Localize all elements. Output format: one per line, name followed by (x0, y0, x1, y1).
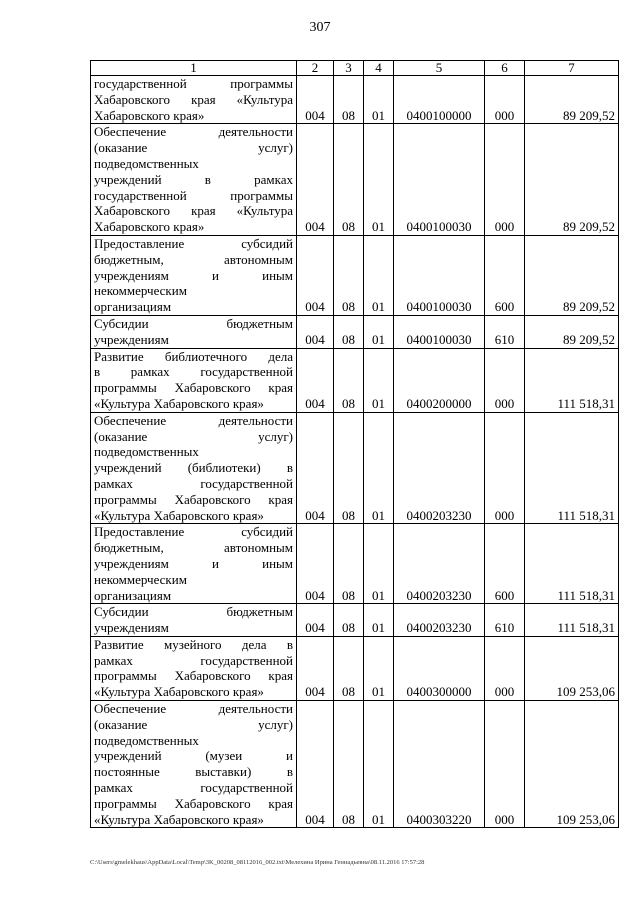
table-row (91, 348, 619, 412)
row-description (91, 524, 297, 604)
expense-type-code-cell: 000 (485, 701, 525, 828)
file-path-footer: C:\Users\gmelekhaus\AppData\Local\Temp\3K_00208_08112016_002.txt\Мелехина Ирина Геннадьевна\08.11.2016 17:57:28 (90, 859, 425, 866)
header-cell: 2 (297, 61, 334, 76)
table-row (91, 701, 619, 828)
header-cell: 7 (525, 61, 619, 76)
row-description (91, 76, 297, 124)
description-line: учреждений (музеи и (94, 748, 293, 764)
ministry-code-cell: 004 (297, 315, 334, 348)
subsection-code-cell: 01 (364, 636, 394, 700)
subsection-code-cell: 01 (364, 235, 394, 315)
description-line: Субсидии бюджетным (94, 604, 293, 620)
row-description (91, 124, 297, 236)
target-article-code-cell: 0400203230 (394, 524, 485, 604)
description-line: учреждений (библиотеки) в (94, 460, 293, 476)
ministry-code-cell: 004 (297, 235, 334, 315)
description-line: (оказание услуг) (94, 716, 293, 732)
section-code-cell: 08 (334, 524, 364, 604)
amount-cell: 109 253,06 (525, 636, 619, 700)
table-row (91, 412, 619, 524)
subsection-code-cell: 01 (364, 124, 394, 236)
ministry-code-cell: 004 (297, 701, 334, 828)
header-cell: 4 (364, 61, 394, 76)
table-row (91, 235, 619, 315)
description-line: учреждениям (94, 331, 169, 347)
description-line: Развитие библиотечного дела (94, 348, 293, 364)
description-line: Обеспечение деятельности (94, 701, 293, 717)
subsection-code-cell: 01 (364, 524, 394, 604)
table-row (91, 315, 619, 348)
expense-type-code-cell: 000 (485, 636, 525, 700)
description-line: Хабаровского края «Культура (94, 91, 293, 107)
description-line: Хабаровского края «Культура (94, 203, 293, 219)
section-code-cell: 08 (334, 636, 364, 700)
description-line: (оказание услуг) (94, 428, 293, 444)
amount-cell: 111 518,31 (525, 348, 619, 412)
subsection-code-cell: 01 (364, 348, 394, 412)
section-code-cell: 08 (334, 701, 364, 828)
description-line: государственной программы (94, 187, 293, 203)
description-line: программы Хабаровского края (94, 491, 293, 507)
description-line: Субсидии бюджетным (94, 315, 293, 331)
target-article-code-cell: 0400300000 (394, 636, 485, 700)
row-description (91, 412, 297, 524)
description-line: учреждениям (94, 620, 169, 636)
table-row (91, 124, 619, 236)
target-article-code-cell: 0400100000 (394, 76, 485, 124)
amount-cell: 89 209,52 (525, 124, 619, 236)
target-article-code-cell: 0400100030 (394, 124, 485, 236)
subsection-code-cell: 01 (364, 76, 394, 124)
amount-cell: 89 209,52 (525, 315, 619, 348)
subsection-code-cell: 01 (364, 604, 394, 637)
description-line: Обеспечение деятельности (94, 124, 293, 140)
ministry-code-cell: 004 (297, 124, 334, 236)
description-line: государственной программы (94, 76, 293, 91)
row-description (91, 604, 297, 637)
target-article-code-cell: 0400100030 (394, 315, 485, 348)
description-line: «Культура Хабаровского края» (94, 684, 264, 700)
description-line: бюджетным, автономным (94, 251, 293, 267)
description-line: подведомственных (94, 444, 199, 460)
ministry-code-cell: 004 (297, 348, 334, 412)
target-article-code-cell: 0400200000 (394, 348, 485, 412)
row-description (91, 235, 297, 315)
target-article-code-cell: 0400303220 (394, 701, 485, 828)
description-line: Обеспечение деятельности (94, 412, 293, 428)
target-article-code-cell: 0400203230 (394, 412, 485, 524)
description-line: «Культура Хабаровского края» (94, 811, 264, 827)
amount-cell: 89 209,52 (525, 76, 619, 124)
expense-type-code-cell: 610 (485, 315, 525, 348)
description-line: некоммерческим (94, 571, 187, 587)
description-line: в рамках государственной (94, 364, 293, 380)
description-line: подведомственных (94, 155, 199, 171)
description-line: рамках государственной (94, 652, 293, 668)
ministry-code-cell: 004 (297, 604, 334, 637)
table-row (91, 524, 619, 604)
row-description (91, 348, 297, 412)
description-line: (оказание услуг) (94, 140, 293, 156)
table-row (91, 76, 619, 124)
description-line: организациям (94, 587, 172, 603)
row-description (91, 315, 297, 348)
description-line: программы Хабаровского края (94, 795, 293, 811)
description-line: подведомственных (94, 732, 199, 748)
target-article-code-cell: 0400100030 (394, 235, 485, 315)
subsection-code-cell: 01 (364, 412, 394, 524)
section-code-cell: 08 (334, 235, 364, 315)
subsection-code-cell: 01 (364, 701, 394, 828)
expense-type-code-cell: 000 (485, 76, 525, 124)
header-cell: 1 (91, 61, 297, 76)
section-code-cell: 08 (334, 76, 364, 124)
header-cell: 5 (394, 61, 485, 76)
amount-cell: 111 518,31 (525, 412, 619, 524)
amount-cell: 89 209,52 (525, 235, 619, 315)
section-code-cell: 08 (334, 604, 364, 637)
section-code-cell: 08 (334, 348, 364, 412)
expense-type-code-cell: 600 (485, 524, 525, 604)
target-article-code-cell: 0400203230 (394, 604, 485, 637)
expense-type-code-cell: 000 (485, 412, 525, 524)
section-code-cell: 08 (334, 124, 364, 236)
ministry-code-cell: 004 (297, 636, 334, 700)
ministry-code-cell: 004 (297, 524, 334, 604)
description-line: рамках государственной (94, 475, 293, 491)
section-code-cell: 08 (334, 412, 364, 524)
row-description (91, 636, 297, 700)
description-line: организациям (94, 299, 172, 315)
description-line: бюджетным, автономным (94, 540, 293, 556)
description-line: Хабаровского края» (94, 107, 205, 123)
ministry-code-cell: 004 (297, 76, 334, 124)
description-line: учреждениям и иным (94, 555, 293, 571)
table-row (91, 604, 619, 637)
header-cell: 6 (485, 61, 525, 76)
ministry-code-cell: 004 (297, 412, 334, 524)
subsection-code-cell: 01 (364, 315, 394, 348)
table-header-row (91, 61, 619, 76)
budget-table (90, 60, 619, 828)
amount-cell: 109 253,06 (525, 701, 619, 828)
description-line: Предоставление субсидий (94, 235, 293, 251)
description-line: Хабаровского края» (94, 219, 205, 235)
amount-cell: 111 518,31 (525, 524, 619, 604)
description-line: программы Хабаровского края (94, 380, 293, 396)
description-line: Развитие музейного дела в (94, 636, 293, 652)
description-line: программы Хабаровского края (94, 668, 293, 684)
expense-type-code-cell: 610 (485, 604, 525, 637)
page-number: 307 (309, 20, 331, 35)
description-line: рамках государственной (94, 780, 293, 796)
description-line: Предоставление субсидий (94, 524, 293, 540)
description-line: «Культура Хабаровского края» (94, 395, 264, 411)
table-row (91, 636, 619, 700)
expense-type-code-cell: 000 (485, 124, 525, 236)
header-cell: 3 (334, 61, 364, 76)
row-description (91, 701, 297, 828)
description-line: учреждениям и иным (94, 267, 293, 283)
description-line: учреждений в рамках (94, 171, 293, 187)
expense-type-code-cell: 600 (485, 235, 525, 315)
description-line: некоммерческим (94, 283, 187, 299)
section-code-cell: 08 (334, 315, 364, 348)
description-line: постоянные выставки) в (94, 764, 293, 780)
expense-type-code-cell: 000 (485, 348, 525, 412)
amount-cell: 111 518,31 (525, 604, 619, 637)
description-line: «Культура Хабаровского края» (94, 507, 264, 523)
